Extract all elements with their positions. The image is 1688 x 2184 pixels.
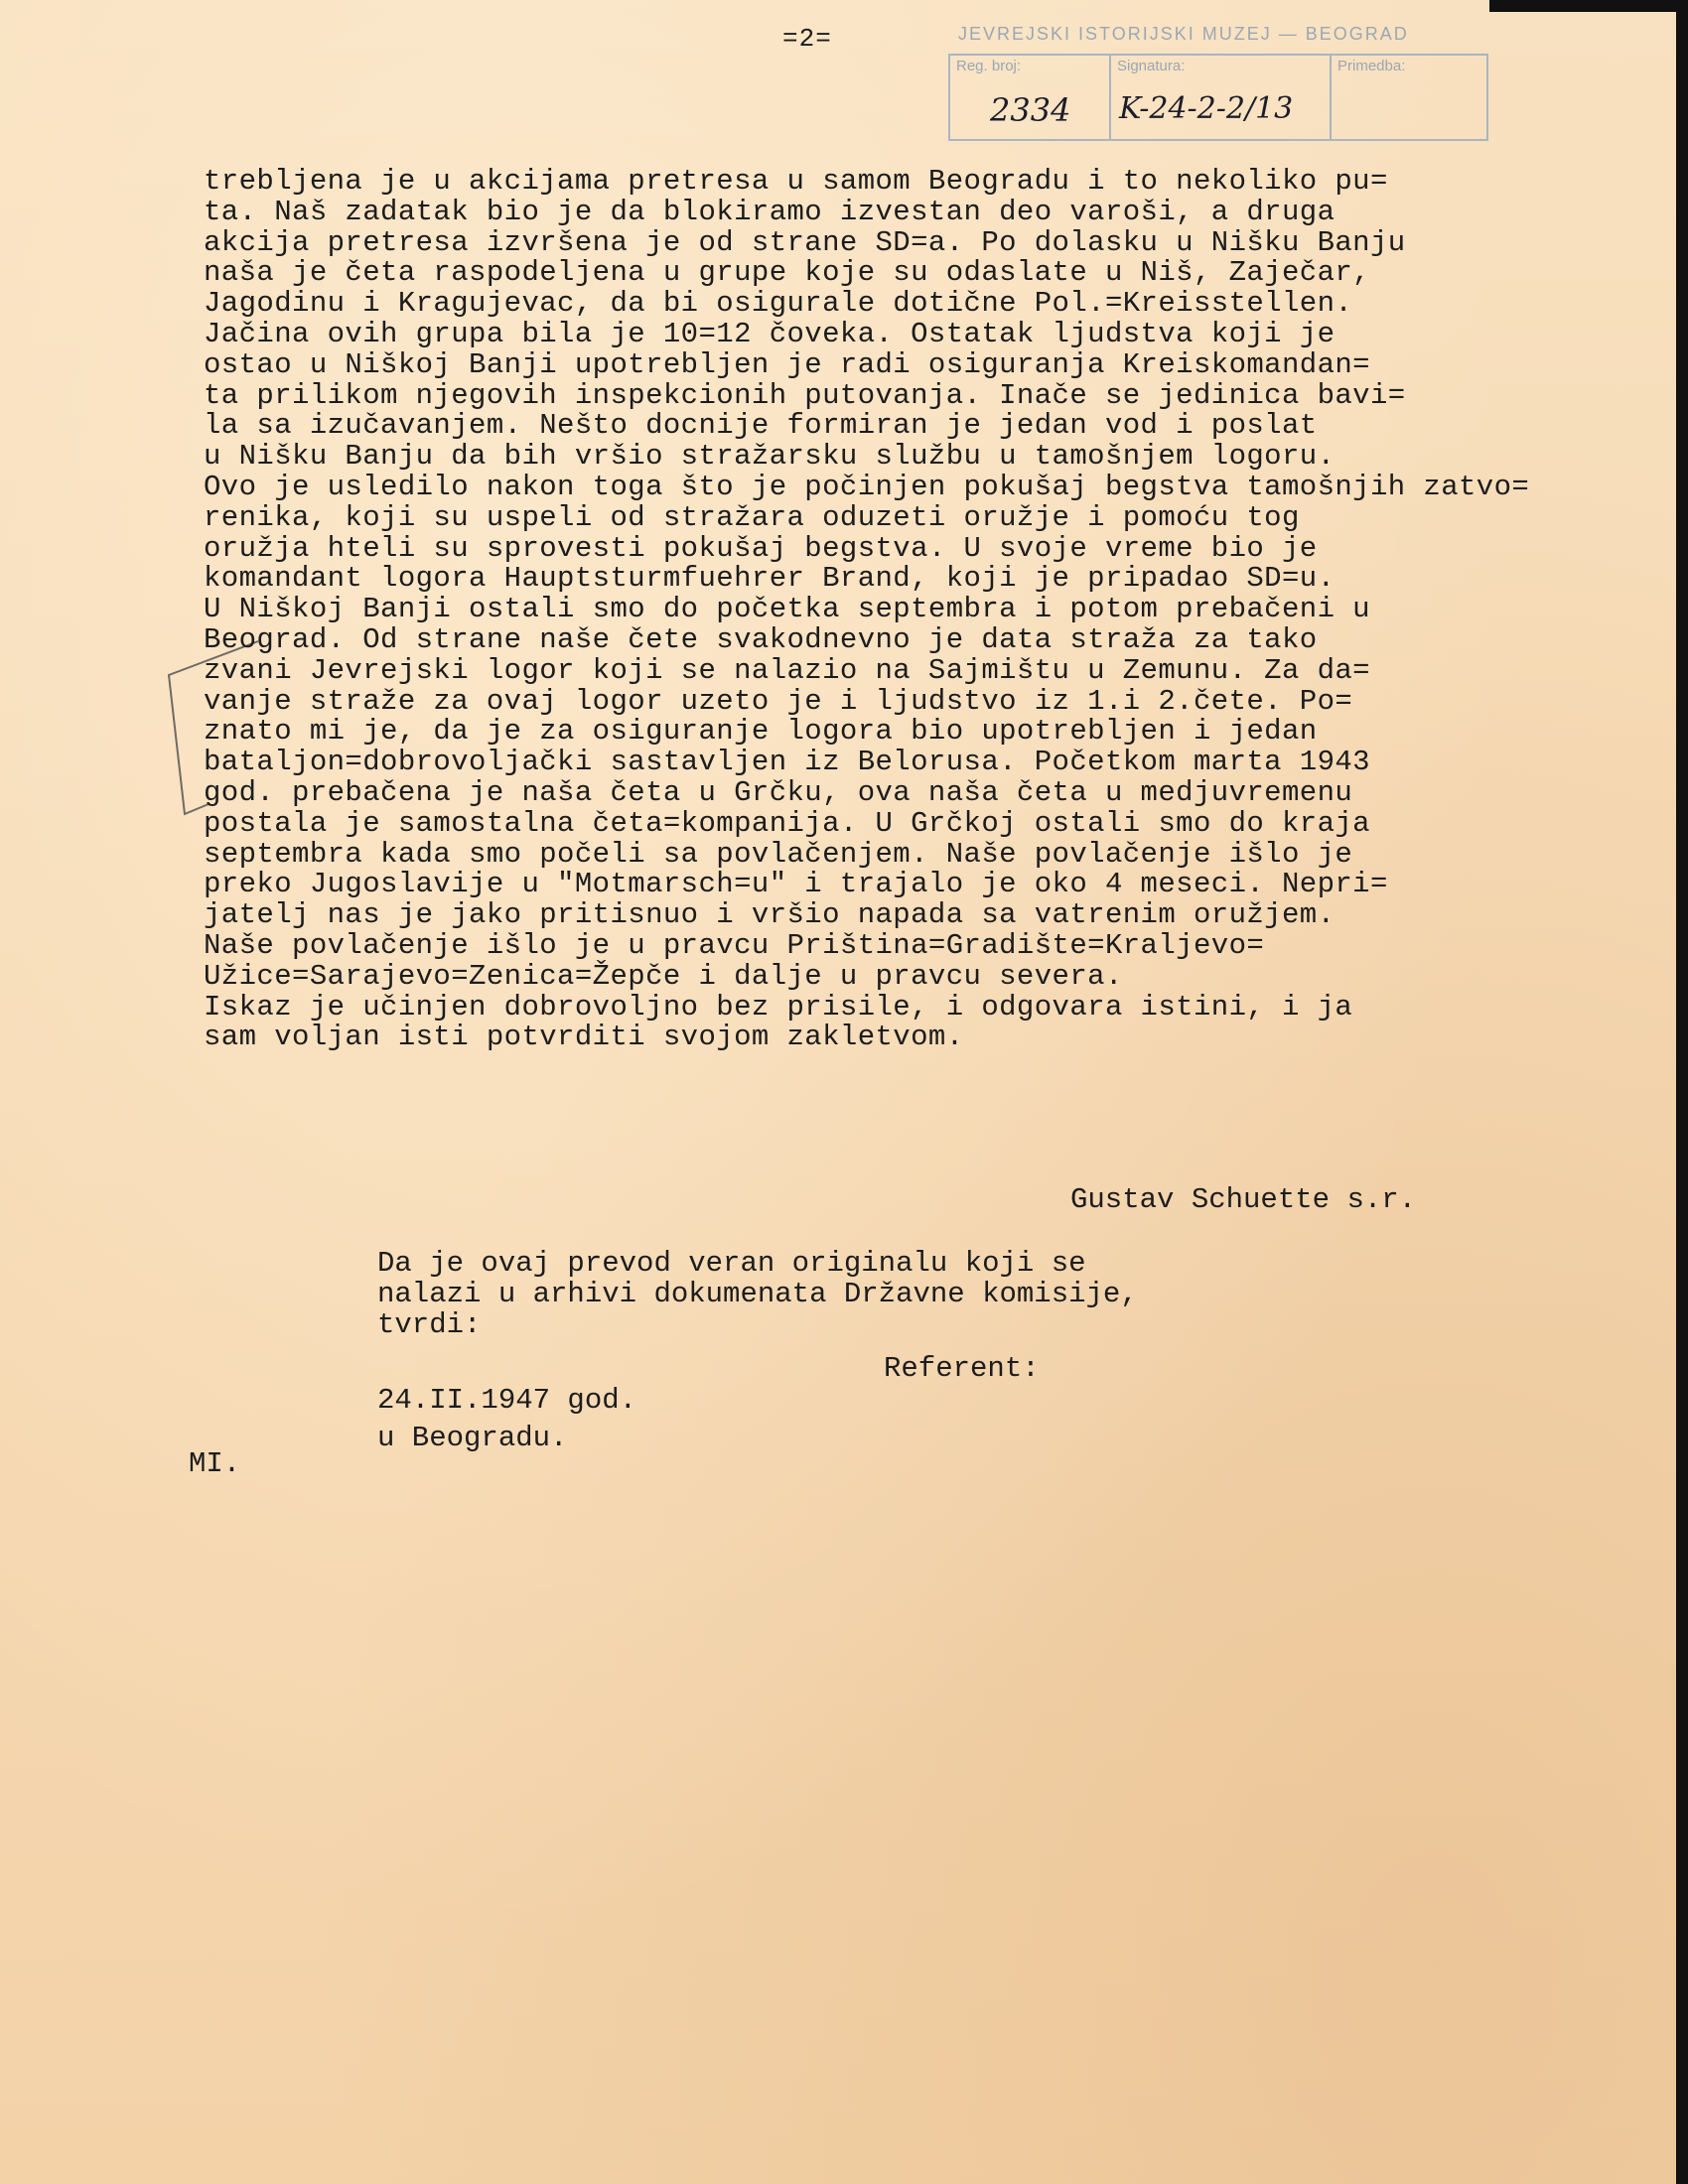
body-line: septembra kada smo počeli sa povlačenjem. Naše povlačenje išlo je bbox=[204, 837, 1353, 871]
body-line: u Nišku Banju da bih vršio stražarsku službu u tamošnjem logoru. bbox=[204, 440, 1336, 474]
archive-stamp bbox=[948, 22, 1489, 141]
body-line: god. prebačena je naša četa u Grčku, ova naša četa u medjuvremenu bbox=[204, 775, 1353, 809]
stamp-signature-value: K-24-2-2/13 bbox=[1119, 91, 1294, 126]
stamp-reg-cell bbox=[950, 56, 1111, 139]
body-text bbox=[204, 167, 1594, 1053]
certification-line: nalazi u arhivi dokumenata Državne komisije, bbox=[377, 1277, 1138, 1310]
stamp-signature-label: Signatura: bbox=[1117, 58, 1186, 74]
body-line: znato mi je, da je za osiguranje logora bio upotrebljen i jedan bbox=[204, 715, 1318, 749]
stamp-signature-cell bbox=[1111, 56, 1332, 139]
document-place: u Beogradu. bbox=[377, 1422, 568, 1454]
scan-edge-right bbox=[1676, 0, 1688, 2184]
stamp-title: JEVREJSKI ISTORIJSKI MUZEJ — BEOGRAD bbox=[958, 24, 1409, 44]
body-line: naša je četa raspodeljena u grupe koje su odaslate u Niš, Zaječar, bbox=[204, 256, 1370, 290]
body-line: jatelj nas je jako pritisnuo i vršio napada sa vatrenim oružjem. bbox=[204, 898, 1336, 932]
body-line: Ovo je usledilo nakon toga što je počinjen pokušaj begstva tamošnjih zatvo= bbox=[204, 470, 1530, 503]
stamp-grid bbox=[948, 54, 1488, 141]
body-line: ostao u Niškoj Banji upotrebljen je radi osiguranja Kreiskomandan= bbox=[204, 347, 1370, 381]
typist-initials: MI. bbox=[189, 1447, 241, 1480]
stamp-reg-label: Reg. broj: bbox=[956, 58, 1022, 74]
date-place-block bbox=[377, 1382, 636, 1457]
body-line: zvani Jevrejski logor koji se nalazio na Sajmištu u Zemunu. Za da= bbox=[204, 653, 1370, 687]
stamp-other-cell bbox=[1332, 56, 1486, 139]
body-line: postala je samostalna četa=kompanija. U Grčkoj ostali smo do kraja bbox=[204, 806, 1370, 840]
body-line: ta prilikom njegovih inspekcionih putovanja. Inače se jedinica bavi= bbox=[204, 378, 1406, 412]
body-line: bataljon=dobrovoljački sastavljen iz Belorusa. Početkom marta 1943 bbox=[204, 746, 1370, 779]
body-line: oružja hteli su sprovesti pokušaj begstva. U svoje vreme bio je bbox=[204, 531, 1318, 565]
page-number: =2= bbox=[782, 24, 832, 54]
stamp-other-label: Primedba: bbox=[1337, 58, 1406, 74]
body-line: trebljena je u akcijama pretresa u samom Beogradu i to nekoliko pu= bbox=[204, 165, 1388, 198]
body-line: Iskaz je učinjen dobrovoljno bez prisile, i odgovara istini, i ja bbox=[204, 990, 1353, 1024]
body-line: Jačina ovih grupa bila je 10=12 čoveka. Ostatak ljudstva koji je bbox=[204, 317, 1336, 350]
body-line: ta. Naš zadatak bio je da blokiramo izvestan deo varoši, a druga bbox=[204, 195, 1336, 228]
body-line: Užice=Sarajevo=Zenica=Žepče i dalje u pravcu severa. bbox=[204, 959, 1123, 993]
body-line: sam voljan isti potvrditi svojom zakletvom. bbox=[204, 1021, 964, 1054]
certification-line: tvrdi: bbox=[377, 1307, 482, 1341]
body-line: vanje straže za ovaj logor uzeto je i ljudstvo iz 1.i 2.čete. Po= bbox=[204, 684, 1353, 718]
body-line: la sa izučavanjem. Nešto docnije formiran je jedan vod i poslat bbox=[204, 409, 1318, 443]
document-date: 24.II.1947 god. bbox=[377, 1384, 637, 1417]
body-line: U Niškoj Banji ostali smo do početka septembra i potom prebačeni u bbox=[204, 593, 1370, 626]
body-line: Beograd. Od strane naše čete svakodnevno je data straža za tako bbox=[204, 622, 1318, 656]
body-line: Naše povlačenje išlo je u pravcu Priština=Gradište=Kraljevo= bbox=[204, 928, 1265, 962]
certification-text bbox=[377, 1249, 1138, 1340]
referent-label: Referent: bbox=[884, 1352, 1040, 1385]
certification-line: Da je ovaj prevod veran originalu koji se bbox=[377, 1247, 1086, 1280]
body-line: Jagodinu i Kragujevac, da bi osigurale dotične Pol.=Kreisstellen. bbox=[204, 287, 1353, 321]
body-line: komandant logora Hauptsturmfuehrer Brand, koji je pripadao SD=u. bbox=[204, 562, 1336, 596]
stamp-reg-number: 2334 bbox=[990, 91, 1071, 129]
signature-line: Gustav Schuette s.r. bbox=[1070, 1183, 1417, 1216]
body-line: renika, koji su uspeli od stražara oduzeti oružje i pomoću tog bbox=[204, 500, 1300, 534]
body-line: akcija pretresa izvršena je od strane SD=a. Po dolasku u Nišku Banju bbox=[204, 225, 1406, 259]
body-line: preko Jugoslavije u "Motmarsch=u" i trajalo je oko 4 meseci. Nepri= bbox=[204, 868, 1388, 901]
scan-edge-top bbox=[1489, 0, 1688, 12]
